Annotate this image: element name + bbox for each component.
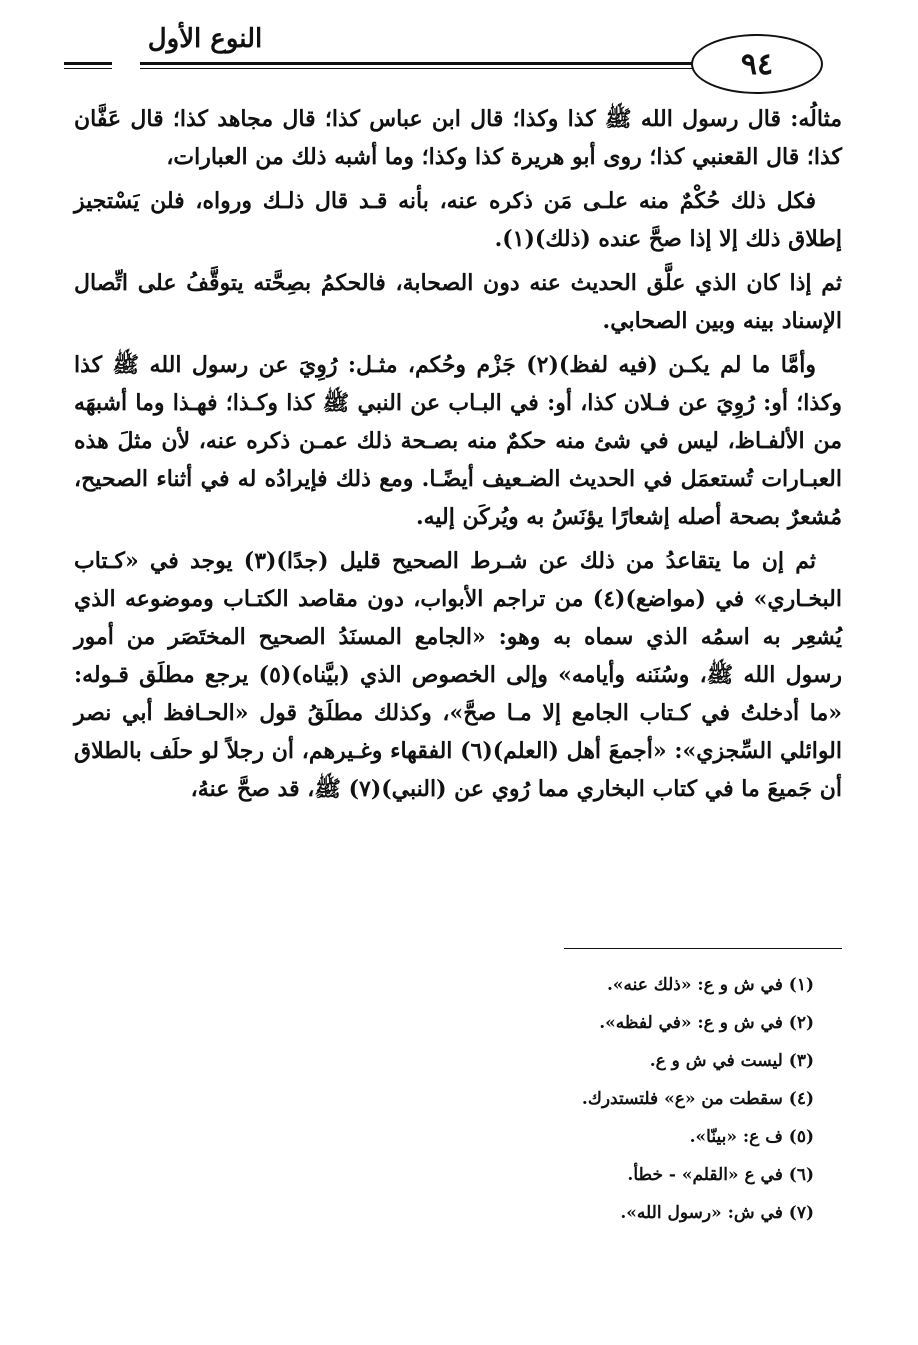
footnote-2: (٢) في ش و ع: «في لفظه». xyxy=(599,1013,814,1033)
footnote-separator xyxy=(564,948,842,949)
header-rule-long xyxy=(140,62,760,69)
page-number: ٩٤ xyxy=(691,34,823,94)
header-rule-short xyxy=(64,62,112,69)
paragraph-1: مثالُه: قال رسول الله ﷺ كذا وكذا؛ قال ابن عباس كذا؛ قال مجاهد كذا؛ قال عَفَّان كذا؛ قال القعنبي كذا؛ روى أبو هريرة كذا وكذا؛ وما أشبه ذلك من العبارات، xyxy=(74,106,842,170)
footnote-7: (٧) في ش: «رسول الله». xyxy=(620,1203,814,1223)
paragraph-2: فكل ذلك حُكْمٌ منه علـى مَن ذكره عنه، بأنه قـد قال ذلـك ورواه، فلن يَسْتجيز إطلاق ذلك إلا إذا صحَّ عنده (ذلك)(١). xyxy=(74,188,842,252)
footnote-4: (٤) سقطت من «ع» فلتستدرك. xyxy=(581,1089,814,1109)
paragraph-4: وأمَّا ما لم يكـن (فيه لفظ)(٢) جَزْم وحُكم، مثـل: رُوِيَ عن رسول الله ﷺ كذا وكذا؛ أو: رُوِيَ عن فـلان كذا، أو: في البـاب عن النبي ﷺ كذا وكـذا؛ فهـذا وما أشبهَه من الألفـاظ، ليس في شئ منه حكمٌ منه بصـحة ذلك عمـن ذكره عنه، لأن مثلَ هذه العبـارات تُستعمَل في الحديث الضـعيف أيضًـا. ومع ذلك فإيرادُه له في أثناء الصحيح، مُشعرٌ بصحة أصله إشعارًا يؤنَسُ به ويُركَن إليه. xyxy=(74,352,842,530)
chapter-title: النوع الأول xyxy=(120,24,290,54)
paragraph-3: ثم إذا كان الذي علَّق الحديث عنه دون الصحابة، فالحكمُ بصِحَّته يتوقَّفُ على اتِّصال الإسناد بينه وبين الصحابي. xyxy=(74,270,842,334)
footnote-5: (٥) ف ع: «بينّا». xyxy=(689,1127,814,1147)
page-header xyxy=(64,18,834,88)
paragraph-5: ثم إن ما يتقاعدُ من ذلك عن شـرط الصحيح قليل (جدًا)(٣) يوجد في «كـتاب البخـاري» في (مواضع)(٤) من تراجم الأبواب، دون مقاصد الكتـاب وموضوعه الذي يُشعِر به اسمُه الذي سماه به وهو: «الجامع المسنَدُ الصحيح المختَصَر من أمور رسول الله ﷺ، وسُنَنه وأيامه» وإلى الخصوص الذي (بيَّناه)(٥) يرجع مطلَق قـوله: «ما أدخلتُ في كـتاب الجامع إلا مـا صحَّ»، وكذلك مطلَقُ قول «الحـافظ أبي نصر الوائلي السِّجزي»: «أجمعَ أهل (العلم)(٦) الفقهاء وغـيرهم، أن رجلاً لو حلَف بالطلاق أن جَميعَ ما في كتاب البخاري مما رُوي عن (النبي)(٧) ﷺ، قد صحَّ عنهُ، xyxy=(74,548,843,802)
footnote-6: (٦) في ع «القلم» - خطأ. xyxy=(627,1165,814,1185)
main-text xyxy=(74,100,842,814)
footnotes xyxy=(214,966,814,1232)
footnote-1: (١) في ش و ع: «ذلك عنه». xyxy=(606,975,814,995)
footnote-3: (٣) ليست في ش و ع. xyxy=(649,1051,814,1071)
